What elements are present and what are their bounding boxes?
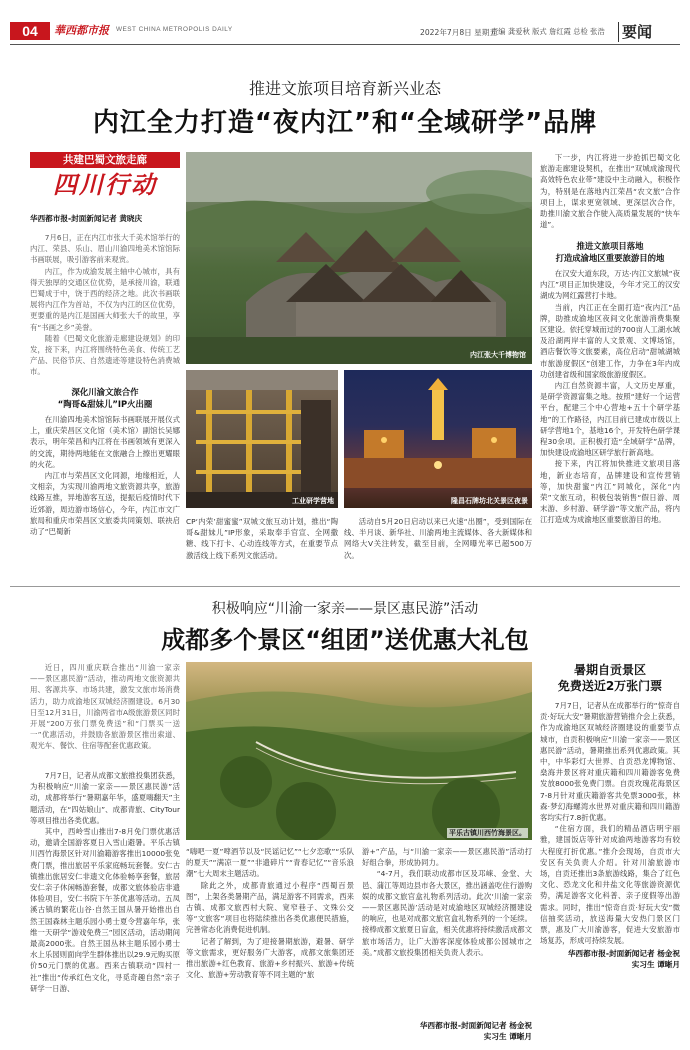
column-logo-top: 共建巴蜀文旅走廊 [30, 152, 180, 168]
right-intro-paragraph: 下一步，内江将进一步抢抓巴蜀文化旅游走廊建设契机，在推出“双城成渝现代高效特色农业带”建设中主动融入，积极作为，特别是在落地内江荣昌“农文旅”合作项目上，谋求更宽领域、更深层次合作，助推川渝文旅合作驶入高质量发展的“快车道”。 [540, 153, 680, 230]
stone-forest-caption: 隆昌石牌坊北关景区夜景 [451, 497, 528, 505]
museum-photo [186, 152, 532, 364]
story2-signature-mid: 华西都市报-封面新闻记者 杨金祝 实习生 谭晰月 [419, 1021, 532, 1041]
page-number-badge: 04 [10, 22, 50, 40]
paper-name-logo: 華西都市报 [54, 24, 109, 37]
paper-english-name: WEST CHINA METROPOLIS DAILY [116, 26, 233, 33]
workshop-caption: 工业研学营地 [292, 497, 334, 505]
intro-paragraph: 随着《巴蜀文化旅游走廊建设规划》的印发，接下来，内江将围绕特色美食、传统工艺产品、民俗节庆、自然遗迹等建设特色消费城市。 [30, 333, 180, 377]
column-logo-main: 四川行动 [53, 170, 157, 199]
section-title: 要闻 [622, 23, 653, 41]
story2-headline: 成都多个景区“组团”送优惠大礼包 [161, 626, 529, 654]
stone-forest-photo [344, 370, 532, 508]
col1-paragraph: 在川渝四地美术馆馆际书画联展开展仪式上，重庆荣昌区文化馆（美术馆）副馆长吴娜表示，明年荣昌和内江将在书画领域有更深入的交流，期待两地能在文旅融合上擦出更耀眼的火花。 [30, 415, 180, 469]
museum-illustration [186, 152, 532, 364]
story1-subhead-1: 深化川渝文旅合作 “陶哥&甜妹儿”IP火出圈 [57, 387, 153, 409]
museum-caption: 内江张大千博物馆 [470, 351, 526, 359]
stone-forest-illustration [344, 370, 532, 508]
lead-paragraph: 近日，四川重庆联合推出“川渝一家亲——景区惠民游”活动，推动两地文旅资源共用、客源共享、市场共建，激发文旅市场消费活力，助力成渝地区双城经济圈建设。6月30日至12月31日，川渝两省市A级旅游景区同时开展“200万张门票免费送”和“门票买一送一”优惠活动，并鼓励各旅游景区推出索道、观光车、餐饮、住宿等配套优惠政策。 [30, 663, 180, 751]
story-divider [10, 586, 680, 587]
mid2-paragraph: 游+”产品，与“川渝一家亲——景区惠民游”活动打好组合拳，形成协同力。 [362, 847, 532, 868]
zigong-paragraph: 7月7日，记者从在成都举行的“惊奇自贡·好玩大安”暑期旅游营销推介会上获悉，作为成渝地区双城经济圈建设的重要节点城市，自贡积极响应“川渝一家亲——景区惠民游”活动，暑期推出系列优惠政策。其中，中华彩灯大世界、自贡恐龙博物馆、燊海井景区将对重庆籍和四川籍游客免费发放8000张免费门票。自贡玫瑰花海景区7-8月针对重庆籍游客共免票3000张，林森·梦幻海螺湾水世界对重庆籍和四川籍游客均实行7.8折优惠。 [540, 701, 680, 823]
story2-body-mid1 [186, 846, 354, 980]
story1-col1-body [30, 414, 180, 537]
col2-paragraph: CP‘内荣’甜蜜蜜”双城文旅互动计划，推出“陶哥&甜妹儿”IP形象，采取奉手官宣、全网撒糖、线下打卡、心动连线等方式，在重要节点激活线上线下系列文旅活动。 [186, 517, 338, 560]
bamboo-illustration [186, 662, 532, 840]
intro-paragraph: 7月6日，正在内江市张大千美术馆举行的内江、荣县、乐山、眉山川渝四地美术馆馆际书画联展，吸引游客前来观赏。 [30, 233, 180, 265]
date-line: 2022年7月8日 星期五 [420, 28, 497, 37]
masthead-rule [10, 44, 680, 45]
story1-subhead-2: 推进文旅项目落地 打造成渝地区重要旅游目的地 [555, 241, 665, 263]
right-body-paragraph: 内江自然资源丰富，人文历史厚重，是研学资源富集之地。按照“建好一个运营平台，配建三个中心营地+五十个研学基地”的工作路径，内江目前已建成市级以上研学营地1个，基地16个，开发特色研学课程30余项。正积极打造“全域研学”品牌，加快建设成渝地区研学旅行新高地。 [540, 381, 680, 458]
body-left-paragraph: 7月7日，记者从成都文旅推投集团获悉，为积极响应“川渝一家亲——景区惠民游”活动，成都将举行“暑期嘉年华，盛夏嗨翻天”主题活动，在“四姑娘山”、成都青旅、CityTour等项目推出各类优惠。 [30, 771, 180, 825]
right-body-paragraph: 当前，内江正在全面打造“夜内江”品牌，助推成渝地区夜间文化旅游消费集聚区建设。依托穿城而过的700亩人工湖水域及沿湖两岸丰富的人文景观、文博场馆，酒店餐饮等文旅要素，高位启动“甜城湖城市旅游度假区”创建工作，力争在3年内成功创建省级和国家级旅游度假区。 [540, 302, 680, 379]
workshop-photo [186, 370, 338, 508]
story1-right-body [540, 268, 680, 526]
story1-right-intro [540, 152, 680, 230]
zigong-sidebar [540, 662, 680, 1042]
story1-headline: 内江全力打造“夜内江”和“全域研学”品牌 [92, 108, 598, 138]
zigong-signature: 华西都市报-封面新闻记者 杨金祝 实习生 谭晰月 [567, 949, 680, 970]
masthead [0, 0, 690, 44]
story2-body-left [30, 770, 180, 994]
intro-paragraph: 内江，作为成渝发展主轴中心城市，具有得天独厚的交通区位优势，是承接川渝，联通巴蜀成于中，饶于西的经济之地。此次书画联展将内江作为首站，不仅为内江的区位优势，更要重的是内江是国画大师张大千的故里，享有“书画之乡”美誉。 [30, 266, 180, 332]
zigong-body [540, 700, 680, 946]
story1-col3-body [344, 516, 532, 561]
mid1-paragraph: 除此之外，成都青旅通过小程序“西蜀百景图”，上架各类暑期产品，满足游客不同需求，西来古镇、成都文旅西村大院、宽窄巷子、文殊公交等“文旅客”项目也将陆续推出各类优惠便民措施，完善常态化消费促进机制。 [186, 880, 354, 935]
story2-lead [30, 662, 180, 752]
col3-paragraph: 活动自5月20日启动以来已火速“出圈”，受到国际在线、半月谈、新华社、川渝两地主流媒体、各大新媒体和网络大V关注转发，截至目前，全网曝光率已超500万次。 [344, 517, 532, 560]
story1-col2-body [186, 516, 338, 561]
editor-line: 责编 龚爱秋 版式 詹红霞 总检 张浩 [491, 27, 605, 36]
right-body-paragraph: 接下来，内江将加快推进文旅项目落地，新业态培育，品牌建设和宣传营销等，加快甜蜜“内江”同城化，深化“内荣”文旅互动，积极包装销售“假日游、周末游、乡村游、研学游”等文旅产品，将内江打造成为成渝地区重要旅游目的地。 [540, 459, 680, 525]
col1-paragraph: 内江市与荣昌区文化同源，地缘相近，人文相亲，为实现川渝两地文旅资源共享，旅游线路互推，异地游客互送，提振后疫情时代下近郊游，周边游市场信心，今年，内江市文广旅局和重庆市荣昌区文旅委共同策划、联袂启动了“巴蜀新 [30, 471, 180, 537]
story2-kicker: 积极响应“川渝一家亲——景区惠民游”活动 [211, 601, 479, 617]
bamboo-sea-photo [186, 662, 532, 840]
mid1-paragraph: “嗨吧一夏”啤酒节以及“民谣记忆”“七夕恋歌”“乐队的夏天”“满凉一夏”“非遗碎片”“青春记忆”“音乐浪潮”七大周末主题活动。 [186, 847, 354, 879]
bamboo-caption: 平乐古镇川西竹海景区。 [449, 829, 526, 837]
body-left-paragraph: 其中，西岭雪山推出7-8月免门票优惠活动，邀请全国游客夏日入雪山避暑。平乐古镇川西竹海景区针对川渝籍游客推出10000张免费门票，推出旅居平乐家庭畅玩套餐。安仁古镇推出旅居安仁非遗文化体验畅享套餐，旅居安仁亲子休闲畅游套餐，成都文旅体验店非遗体验项目，安仁书院下午茶优惠等活动。五凤溪古镇的繁花山谷·自然王国从暑开始推出自然王国森林主题乐园小勇士夏令营嘉年华，张维一天研学“游戏免费三”园区活动，活动期间最高2000张。自然王国丛林主题乐园小勇士水上乐园则面向学生群体推出以29.9元购买原价50元门票的优惠。西来古镇联动“四村一社”推出“传承红色文化，寻觅奇趣自然”亲子研学一日游、 [30, 827, 180, 993]
workshop-illustration [186, 370, 338, 508]
zigong-paragraph: “住宿方面，我们的精品酒店明宇丽雅，建国饭店等针对成渝两地游客均有较大程度打折优惠。”推介会现场，自贡市大安区有关负责人介绍。针对川渝旅游市场，自贡还推出3条旅游线路，集合了红色文化、恐龙文化和井盐文化等旅游资源优势，满足游客文化科普、亲子度假等出游需求。同时，推出“惊奇自贡·好玩大安”微信抽奖活动，放送海量大安热门景区门票，惠及广大川渝游客，促进大安旅游市场复苏，形成可持续发展。 [540, 824, 680, 946]
story1-intro [30, 232, 180, 378]
zigong-subhead: 暑期自贡景区 免费送近2万张门票 [557, 663, 663, 693]
right-body-paragraph: 在汉安大道东段，万达·内江文旅城“夜内江”项目正加快建设，今年才完工的汉安湖成为网红露营打卡地。 [540, 269, 680, 301]
story1-byline: 华西都市报-封面新闻记者 黄晓庆 [30, 214, 143, 223]
mid2-paragraph: “4-7月，我们联动成都市区及邛崃、金堂、大邑、蒲江等周边县市各大景区，推出涵盖吃住行游购娱的成都文旅官盒礼物系列活动。此次‘川渝一家亲——景区惠民游’活动是对成渝地区双城经济圈建设的响应，也是对成都文旅官盒礼物系列的一个延续。接棒成都文旅夏日盲盒，相关优惠将持续激活成都文旅市场活力，让广大游客深度体验成都公园城市之美。”成都文旅投集团相关负责人表示。 [362, 869, 532, 957]
column-logo [30, 152, 180, 206]
story1-kicker: 推进文旅项目培育新兴业态 [248, 79, 441, 98]
mid1-paragraph: 记者了解到，为了迎接暑期旅游，避暑、研学等文旅需求，更好服务广大游客，成都文旅集团还推出旅游+红色教育、旅游+乡村振兴、旅游+传统文化、旅游+劳动教育等不同主题的“旅 [186, 936, 354, 980]
header-divider [618, 22, 619, 42]
story2-body-mid2 [362, 846, 532, 958]
